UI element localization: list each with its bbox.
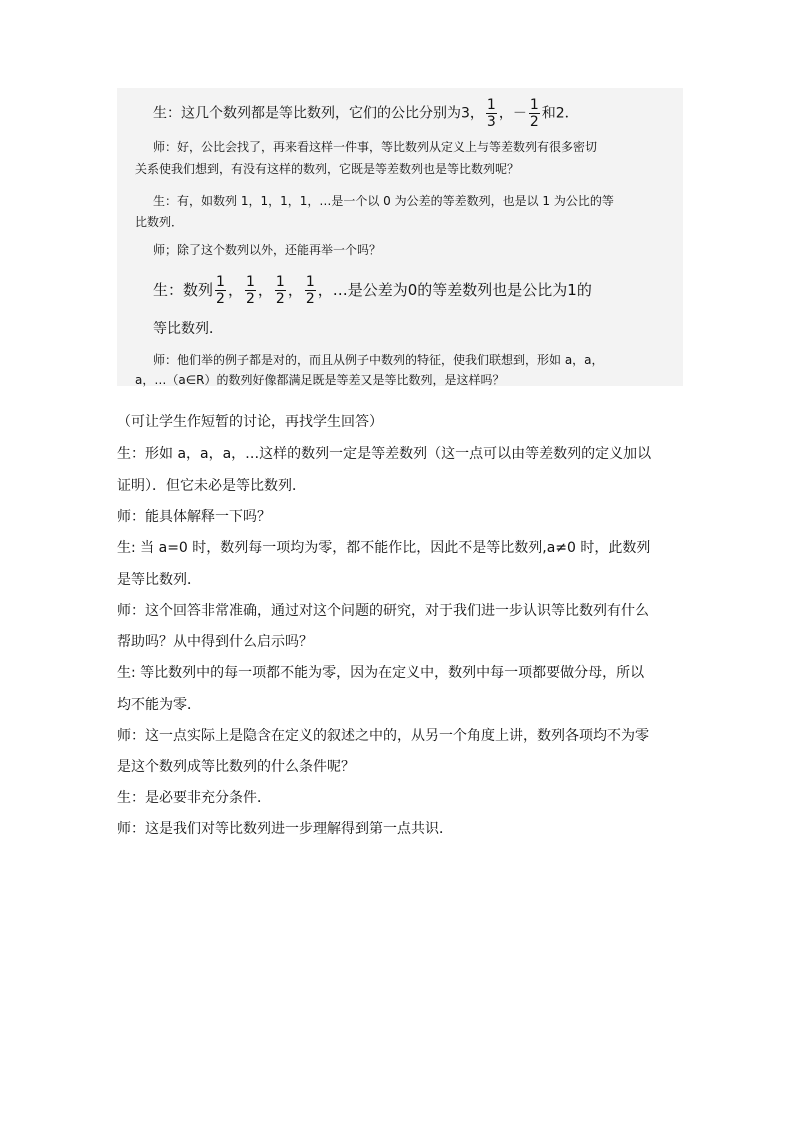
fraction-half-2 (245, 275, 256, 306)
box-line-7 (153, 275, 592, 306)
numerator: 1 (486, 97, 496, 113)
numerator: 1 (245, 274, 255, 290)
body-line-3: 证明）．但它未必是等比数列． (117, 478, 306, 494)
body-line-6: 是等比数列． (117, 572, 201, 588)
body-line-14: 师：这是我们对等比数列进一步理解得到第一点共识． (117, 821, 453, 837)
numerator: 1 (529, 97, 539, 113)
fraction-half-3 (275, 275, 286, 306)
denominator: 2 (305, 291, 315, 307)
body-line-9: 生: 等比数列中的每一项都不能为零，因为在定义中，数列中每一项都要做分母，所以 (117, 665, 645, 681)
box-line-10: a，…（a∈R）的数列好像都满足既是等差又是等比数列，是这样吗？ (135, 373, 505, 387)
body-line-10: 均不能为零． (117, 697, 201, 713)
denominator: 2 (275, 291, 285, 307)
body-line-1: （可让学生作短暂的讨论，再找学生回答） (117, 414, 383, 430)
numerator: 1 (305, 274, 315, 290)
dialogue-excerpt-box (117, 88, 683, 386)
body-line-2: 生：形如 a，a，a，…这样的数列一定是等差数列（这一点可以由等差数列的定义加以 (117, 446, 652, 462)
text: ，…是公差为0的等差数列也是公比为1的 (317, 281, 592, 299)
body-line-11: 师：这一点实际上是隐含在定义的叙述之中的，从另一个角度上讲，数列各项均不为零 (117, 728, 649, 744)
body-line-5: 生: 当 a=0 时，数列每一项均为零，都不能作比，因此不是等比数列,a≠0 时，此数列 (117, 540, 651, 556)
text: ， (227, 281, 243, 299)
minus-sign: － (512, 105, 527, 122)
fraction-half-1 (215, 275, 226, 306)
box-line-5: 比数列． (135, 215, 184, 229)
fraction-one-half (529, 98, 540, 129)
numerator: 1 (216, 274, 225, 290)
text: 生：数列 (153, 281, 214, 299)
fraction-half-4 (305, 275, 316, 306)
denominator: 2 (245, 291, 255, 307)
text: ， (498, 105, 513, 122)
box-line-4: 生：有，如数列 1，1，1，1，…是一个以 0 为公差的等差数列，也是以 1 为公比的等 (153, 194, 614, 208)
box-line-9: 师：他们举的例子都是对的，而且从例子中数列的特征，使我们联想到，形如 a，a， (153, 353, 604, 367)
denominator: 2 (216, 291, 225, 307)
body-line-7: 师：这个回答非常准确，通过对这个问题的研究，对于我们进一步认识等比数列有什么 (117, 603, 649, 619)
box-line-6: 师；除了这个数列以外，还能再举一个吗？ (153, 243, 382, 257)
denominator: 3 (486, 114, 496, 130)
box-line-8: 等比数列． (153, 321, 223, 337)
box-line-2: 师：好，公比会找了，再来看这样一件事，等比数列从定义上与等差数列有很多密切 (153, 140, 598, 154)
text: 生：这几个数列都是等比数列，它们的公比分别为3， (153, 105, 484, 122)
body-line-12: 是这个数列成等比数列的什么条件呢？ (117, 759, 355, 775)
box-line-1 (153, 98, 579, 129)
body-line-4: 师：能具体解释一下吗？ (117, 509, 271, 525)
body-line-13: 生：是必要非充分条件． (117, 790, 271, 806)
body-line-8: 帮助吗？从中得到什么启示吗？ (117, 634, 313, 650)
denominator: 2 (529, 114, 539, 130)
fraction-one-third (486, 98, 497, 129)
text: 和2． (541, 105, 579, 122)
numerator: 1 (275, 274, 285, 290)
text: ， (287, 281, 303, 299)
box-line-3: 关系使我们想到，有没有这样的数列，它既是等差数列也是等比数列呢？ (135, 162, 520, 176)
text: ， (257, 281, 273, 299)
